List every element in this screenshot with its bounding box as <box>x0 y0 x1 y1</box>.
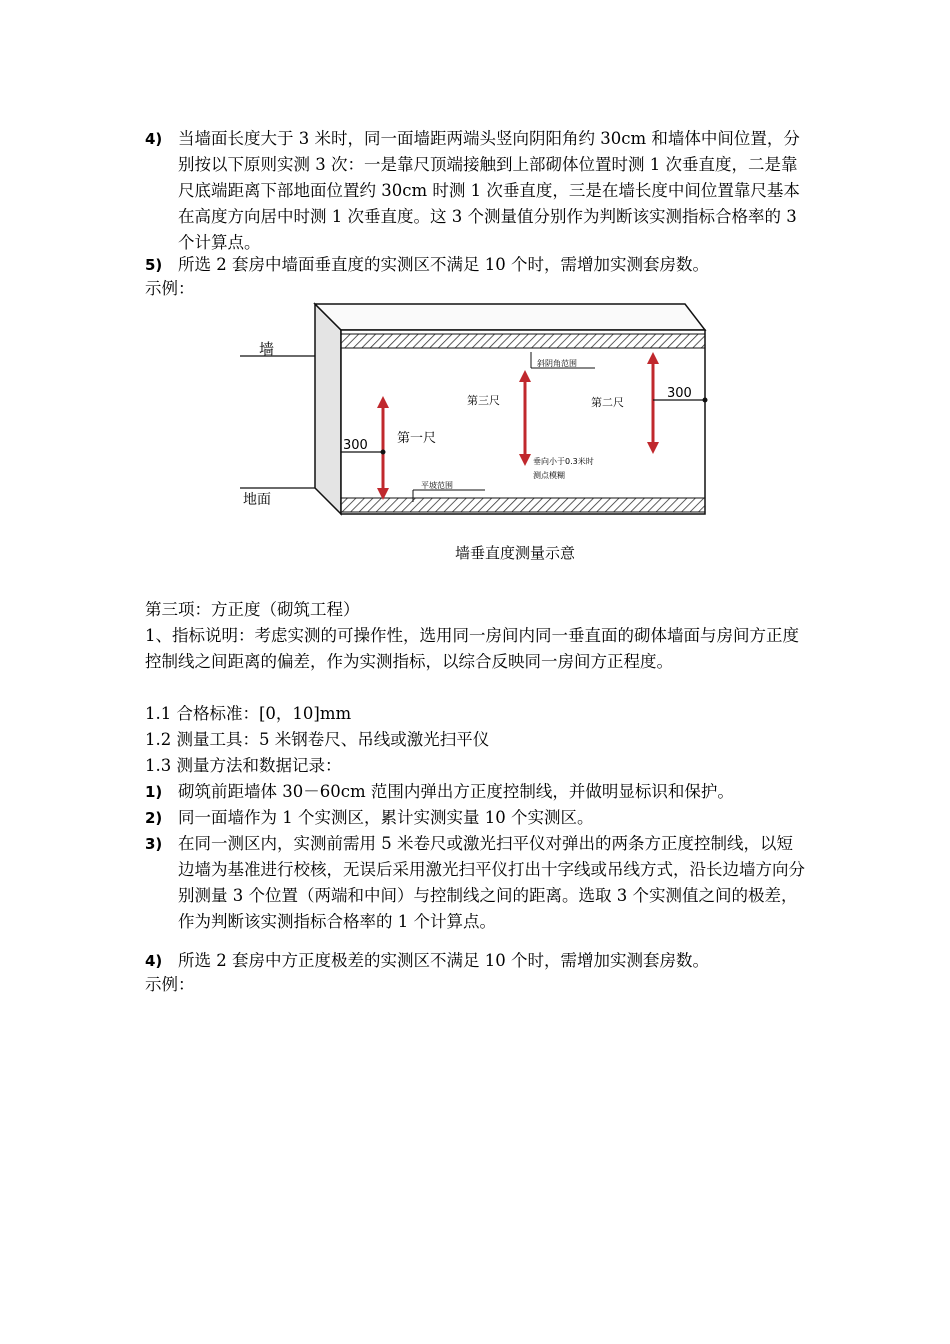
list-text: 在同一测区内，实测前需用 5 米卷尺或激光扫平仪对弹出的两条方正度控制线，以短边墙为基准进行校核，无误后采用激光扫平仪打出十字线或吊线方式，沿长边墙方向分别测量 3 个位置（两端和中间）与控制线之间的距离。选取 3 个实测值之间的极差，作为判断该实测指标合格率的 1 个计算点。 <box>178 834 805 931</box>
note-line-2: 测点模糊 <box>533 471 565 480</box>
list-item <box>145 805 805 831</box>
dim-point-right <box>703 398 708 403</box>
bottom-range-label: 平坡范围 <box>421 481 453 490</box>
list-item <box>145 126 805 256</box>
list-item <box>145 948 805 974</box>
wall-label: 墙 <box>259 340 275 358</box>
wall-top-face <box>315 304 705 330</box>
section-heading: 第三项：方正度（砌筑工程） <box>145 600 360 619</box>
dim-point-left <box>381 450 386 455</box>
list-item <box>145 252 805 278</box>
list-text: 所选 2 套房中墙面垂直度的实测区不满足 10 个时，需增加实测套房数。 <box>178 255 709 274</box>
dim-label-left: 300 <box>343 438 368 453</box>
list-item <box>145 779 805 805</box>
ruler-one-label: 第一尺 <box>397 431 437 446</box>
list-number: 4) <box>145 952 163 970</box>
list-number: 2) <box>145 809 163 827</box>
list-number: 5) <box>145 256 163 274</box>
floor-label: 地面 <box>243 492 271 508</box>
figure-caption: 墙垂直度测量示意 <box>455 544 576 562</box>
wall-side-panel <box>315 304 341 514</box>
indicator-description: 1、指标说明：考虑实测的可操作性，选用同一房间内同一垂直面的砌体墙面与房间方正度控制线之间距离的偏差，作为实测指标，以综合反映同一房间方正程度。 <box>145 626 799 671</box>
wall-verticality-diagram <box>235 296 715 576</box>
list-number: 3) <box>145 835 163 853</box>
list-text: 同一面墙作为 1 个实测区，累计实测实量 10 个实测区。 <box>178 808 594 827</box>
note-line-1: 垂向小于0.3米时 <box>533 457 594 466</box>
list-text: 当墙面长度大于 3 米时，同一面墙距两端头竖向阴阳角约 30cm 和墙体中间位置，分别按以下原则实测 3 次：一是靠尺顶端接触到上部砌体位置时测 1 次垂直度，二是靠尺底端距离下部地面位置约 30cm 时测 1 次垂直度，三是在墙长度中间位置靠尺基本在高度方向居中时测 1 次垂直度。这 3 个测量值分别作为判断该实测指标合格率的 3 个计算点。 <box>178 129 800 252</box>
top-hatch-band <box>341 334 705 348</box>
ruler-two-label: 第二尺 <box>591 396 624 409</box>
example-label: 示例： <box>145 279 195 298</box>
list-item <box>145 831 805 935</box>
list-text: 所选 2 套房中方正度极差的实测区不满足 10 个时，需增加实测套房数。 <box>178 951 709 970</box>
list-text: 砌筑前距墙体 30－60cm 范围内弹出方正度控制线，并做明显标识和保护。 <box>178 782 734 801</box>
method-line: 1.3 测量方法和数据记录： <box>145 756 342 775</box>
example-label: 示例： <box>145 975 195 994</box>
list-number: 4) <box>145 130 163 148</box>
list-number: 1) <box>145 783 163 801</box>
top-range-label: 斜阴角范围 <box>537 359 577 368</box>
dim-label-right: 300 <box>667 386 692 401</box>
tools-line: 1.2 测量工具：5 米钢卷尺、吊线或激光扫平仪 <box>145 730 490 749</box>
diagram-svg <box>235 296 715 576</box>
bottom-hatch-band <box>341 498 705 512</box>
ruler-three-label: 第三尺 <box>467 394 500 407</box>
standard-line: 1.1 合格标准：[0，10]mm <box>145 704 352 723</box>
